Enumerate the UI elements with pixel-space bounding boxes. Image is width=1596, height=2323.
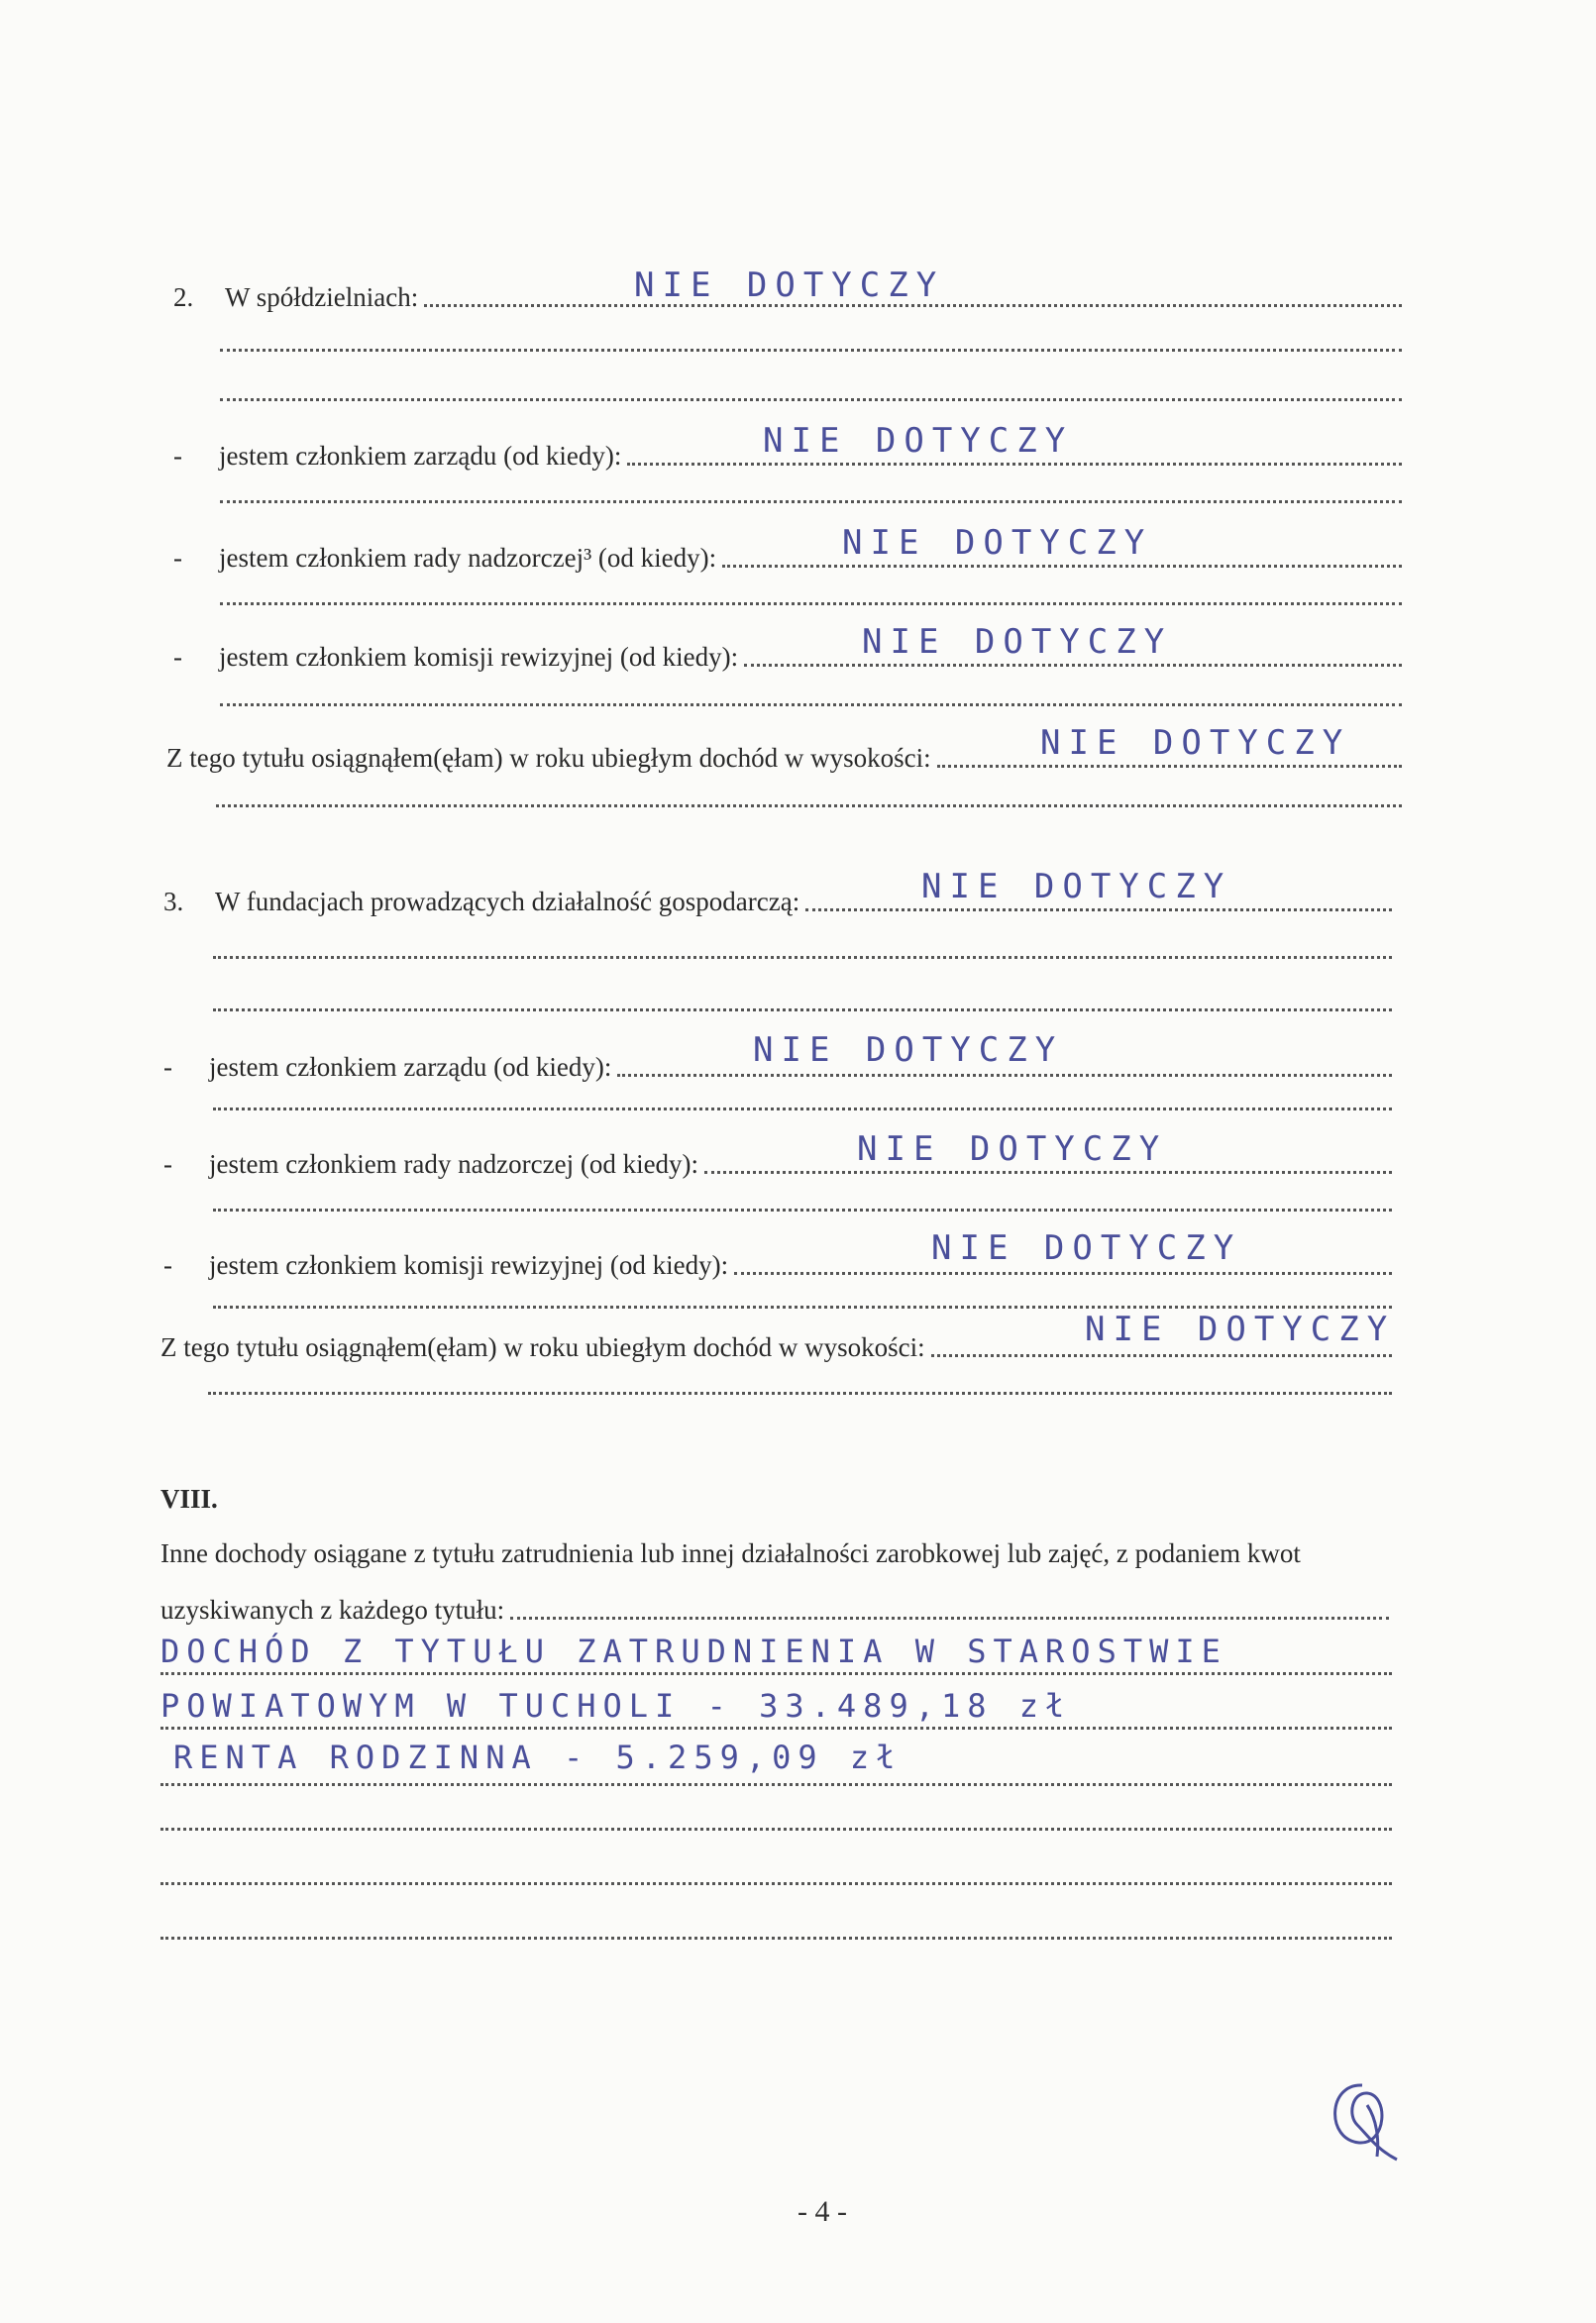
section3-number: 3. — [163, 887, 184, 916]
handwritten-value: NIE DOTYCZY — [931, 1228, 1242, 1268]
handwritten-income-line2: POWIATOWYM W TUCHOLI - 33.489,18 zł — [160, 1687, 1072, 1725]
section8-text: uzyskiwanych z każdego tytułu: — [160, 1595, 505, 1625]
handwritten-value: NIE DOTYCZY — [763, 421, 1074, 461]
section8-heading: VIII. — [160, 1484, 218, 1514]
row-dash: - — [163, 1052, 172, 1082]
row-dash: - — [173, 642, 182, 672]
section2-row-audit — [173, 642, 1402, 673]
section2-number: 2. — [173, 282, 194, 312]
handwritten-value: NIE DOTYCZY — [862, 622, 1173, 662]
row-label: jestem członkiem zarządu (od kiedy): — [219, 441, 622, 471]
row-dotted-line — [627, 462, 1402, 466]
dotted-rule — [220, 602, 1402, 605]
row-dash: - — [163, 1149, 172, 1179]
section2-label: W spółdzielniach: — [225, 282, 419, 312]
row-dash: - — [173, 543, 182, 573]
dotted-rule — [220, 500, 1402, 503]
dotted-rule — [160, 1727, 1392, 1730]
row-dotted-line — [744, 663, 1402, 667]
row-label: jestem członkiem komisji rewizyjnej (od kiedy): — [219, 642, 739, 672]
dotted-rule — [160, 1828, 1392, 1831]
section3-dotted-line — [805, 907, 1392, 911]
income-dotted-line — [937, 764, 1402, 768]
handwritten-value: NIE DOTYCZY — [753, 1030, 1064, 1070]
dotted-rule — [213, 1008, 1392, 1011]
page-number: - 4 - — [798, 2195, 847, 2228]
row-dash: - — [173, 441, 182, 471]
row-dotted-line — [734, 1271, 1392, 1275]
dotted-rule — [213, 1209, 1392, 1212]
section8-text-line2 — [160, 1595, 1389, 1626]
section2-row-supervisory — [173, 543, 1402, 574]
section3-row-supervisory — [163, 1149, 1392, 1180]
income-label: Z tego tytułu osiągnąłem(ęłam) w roku ubiegłym dochód w wysokości: — [160, 1332, 925, 1362]
dotted-rule — [160, 1882, 1392, 1885]
row-dash: - — [163, 1250, 172, 1280]
section8-text: Inne dochody osiągane z tytułu zatrudnienia lub innej działalności zarobkowej lub zajęć, z podaniem kwot — [160, 1538, 1301, 1568]
dotted-rule — [160, 1783, 1392, 1786]
handwritten-income-line1: DOCHÓD Z TYTUŁU ZATRUDNIENIA W STAROSTWIE — [160, 1633, 1227, 1670]
section3-handwritten-value: NIE DOTYCZY — [921, 867, 1232, 906]
handwritten-value: NIE DOTYCZY — [857, 1129, 1168, 1169]
dotted-rule — [213, 1306, 1392, 1309]
row-dotted-line — [722, 564, 1402, 568]
income-handwritten-value: NIE DOTYCZY — [1040, 723, 1351, 763]
dotted-rule — [220, 703, 1402, 706]
section8-dotted-line — [510, 1616, 1389, 1620]
row-label: jestem członkiem zarządu (od kiedy): — [209, 1052, 612, 1082]
row-dotted-line — [617, 1073, 1392, 1077]
dotted-rule — [220, 349, 1402, 352]
row-label: jestem członkiem rady nadzorczej³ (od kiedy): — [219, 543, 717, 573]
dotted-rule — [160, 1937, 1392, 1940]
section8-text-line1 — [160, 1538, 1399, 1569]
row-label: jestem członkiem rady nadzorczej (od kiedy): — [209, 1149, 699, 1179]
signature-initials — [1308, 2065, 1417, 2174]
handwritten-value: NIE DOTYCZY — [842, 523, 1153, 563]
dotted-rule — [213, 956, 1392, 959]
income-handwritten-value: NIE DOTYCZY — [1085, 1310, 1396, 1349]
row-dotted-line — [704, 1170, 1392, 1174]
handwritten-income-line3: RENTA RODZINNA - 5.259,09 zł — [173, 1739, 903, 1776]
section2-handwritten-value: NIE DOTYCZY — [634, 265, 945, 305]
dotted-rule — [220, 398, 1402, 401]
dotted-rule — [213, 1108, 1392, 1110]
dotted-rule — [160, 1672, 1392, 1675]
section3-label: W fundacjach prowadzących działalność gospodarczą: — [215, 887, 800, 916]
row-label: jestem członkiem komisji rewizyjnej (od kiedy): — [209, 1250, 729, 1280]
dotted-rule — [216, 804, 1402, 807]
income-label: Z tego tytułu osiągnąłem(ęłam) w roku ubiegłym dochód w wysokości: — [166, 743, 931, 773]
income-dotted-line — [931, 1353, 1392, 1357]
dotted-rule — [208, 1392, 1392, 1395]
